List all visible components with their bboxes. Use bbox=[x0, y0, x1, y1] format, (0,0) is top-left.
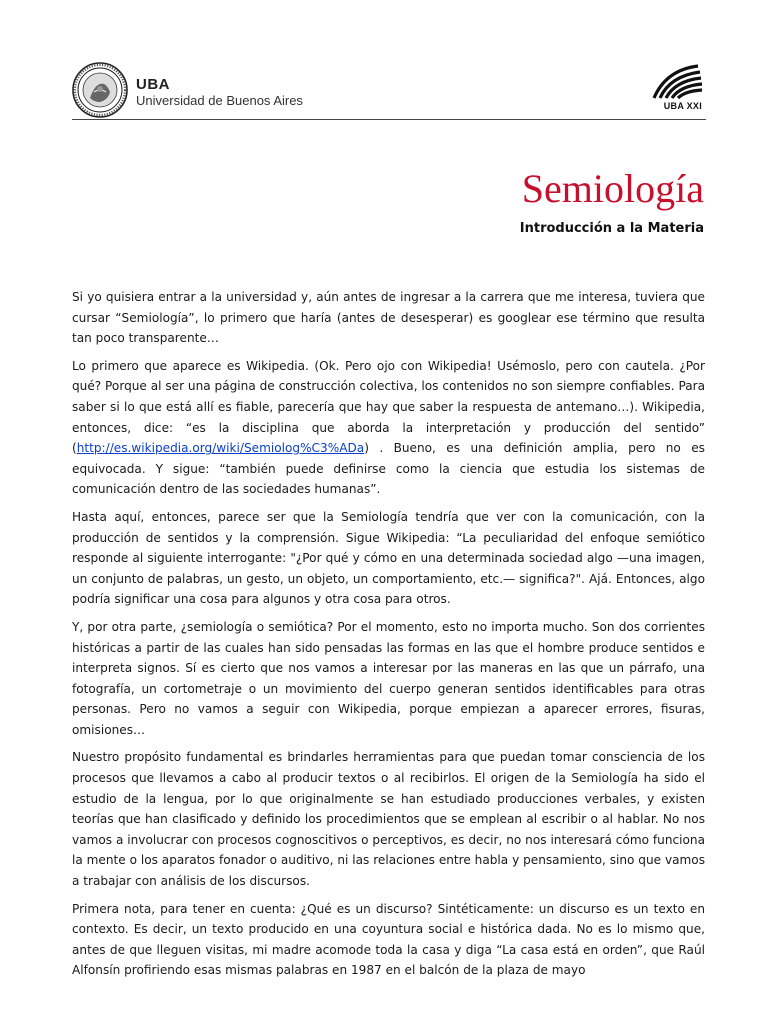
institution-name bbox=[136, 76, 303, 108]
document-subtitle: Introducción a la Materia bbox=[519, 221, 704, 236]
university-seal-icon bbox=[72, 62, 128, 118]
paragraph-2-part-b: ) . Bueno, es una definición amplia, pero no es equivocada. Y sigue: “también puede definirse como la ciencia que estudia los sistemas de comunicación dentro de las sociedades humanas”. bbox=[72, 441, 705, 497]
institution-long: Universidad de Buenos Aires bbox=[136, 93, 303, 108]
paragraph-4: Y, por otra parte, ¿semiología o semiótica? Por el momento, esto no importa mucho. Son dos corrientes históricas a partir de las cuales han sido pensadas las formas en las que el hombre produce sentidos e interpreta signos. Sí es cierto que nos vamos a interesar por las maneras en las que un párrafo, una fotografía, un cortometraje o un movimiento del cuerpo generan sentidos identificables para otras personas. Pero no vamos a seguir con Wikipedia, porque empiezan a aparecer errores, fisuras, omisiones… bbox=[72, 619, 705, 737]
paragraph-2 bbox=[72, 356, 705, 500]
institution-short: UBA bbox=[136, 76, 170, 93]
paragraph-3: Hasta aquí, entonces, parece ser que la Semiología tendría que ver con la comunicación, con la producción de sentidos y la comprensión. Sigue Wikipedia: “La peculiaridad del enfoque semiótico responde al siguiente interrogante: "¿Por qué y cómo en una determinada sociedad algo —una imagen, un conjunto de palabras, un gesto, un objeto, un comportamiento, etc.— significa?". Ajá. Entonces, algo podría significar una cosa para algunos y otra cosa para otros. bbox=[72, 509, 705, 607]
page-header bbox=[72, 60, 706, 118]
uba-xxi-label: UBA XXI bbox=[663, 101, 702, 111]
document-body bbox=[72, 287, 705, 988]
paragraph-5: Nuestro propósito fundamental es brindarles herramientas para que puedan tomar consciencia de los procesos que llevamos a cabo al producir textos o al recibirlos. El origen de la Semiología ha sido el estudio de la lengua, por lo que originalmente se han estudiado producciones verbales, y existen teorías que han clasificado y definido los procedimientos que se emplean al escribir o al hablar. No nos vamos a involucrar con procesos cognoscitivos o perceptivos, es decir, no nos interesará cómo funciona la mente o los aparatos fonador o auditivo, ni las relaciones entre habla y pensamiento, sino que vamos a trabajar con análisis de los discursos. bbox=[72, 750, 705, 889]
header-divider bbox=[72, 119, 706, 120]
paragraph-2-part-a: Lo primero que aparece es Wikipedia. (Ok. Pero ojo con Wikipedia! Usémoslo, pero con cautela. ¿Por qué? Porque al ser una página de construcción colectiva, los contenidos no son siempre confiables. Para saber si lo que está allí es fiable, parecería que hay que saber la respuesta de antemano…). Wikipedia, entonces, dice: “es la disciplina que aborda la interpretación y producción del sentido” ( bbox=[72, 358, 705, 456]
paragraph-1: Si yo quisiera entrar a la universidad y, aún antes de ingresar a la carrera que me interesa, tuviera que cursar “Semiología”, lo primero que haría (antes de desesperar) es googlear ese término que resulta tan poco transparente… bbox=[72, 290, 705, 346]
paragraph-6: Primera nota, para tener en cuenta: ¿Qué es un discurso? Sintéticamente: un discurso es un texto en contexto. Es decir, un texto producido en una coyuntura social e histórica dada. No es lo mismo que, antes de que lleguen visitas, mi madre acomode toda la casa y diga “La casa está en orden”, que Raúl Alfonsín profiriendo esas mismas palabras en 1987 en el balcón de la plaza de mayo bbox=[72, 901, 705, 978]
document-title: Semiología bbox=[521, 166, 704, 211]
wikipedia-link[interactable]: http://es.wikipedia.org/wiki/Semiolog%C3%ADa bbox=[76, 441, 365, 456]
